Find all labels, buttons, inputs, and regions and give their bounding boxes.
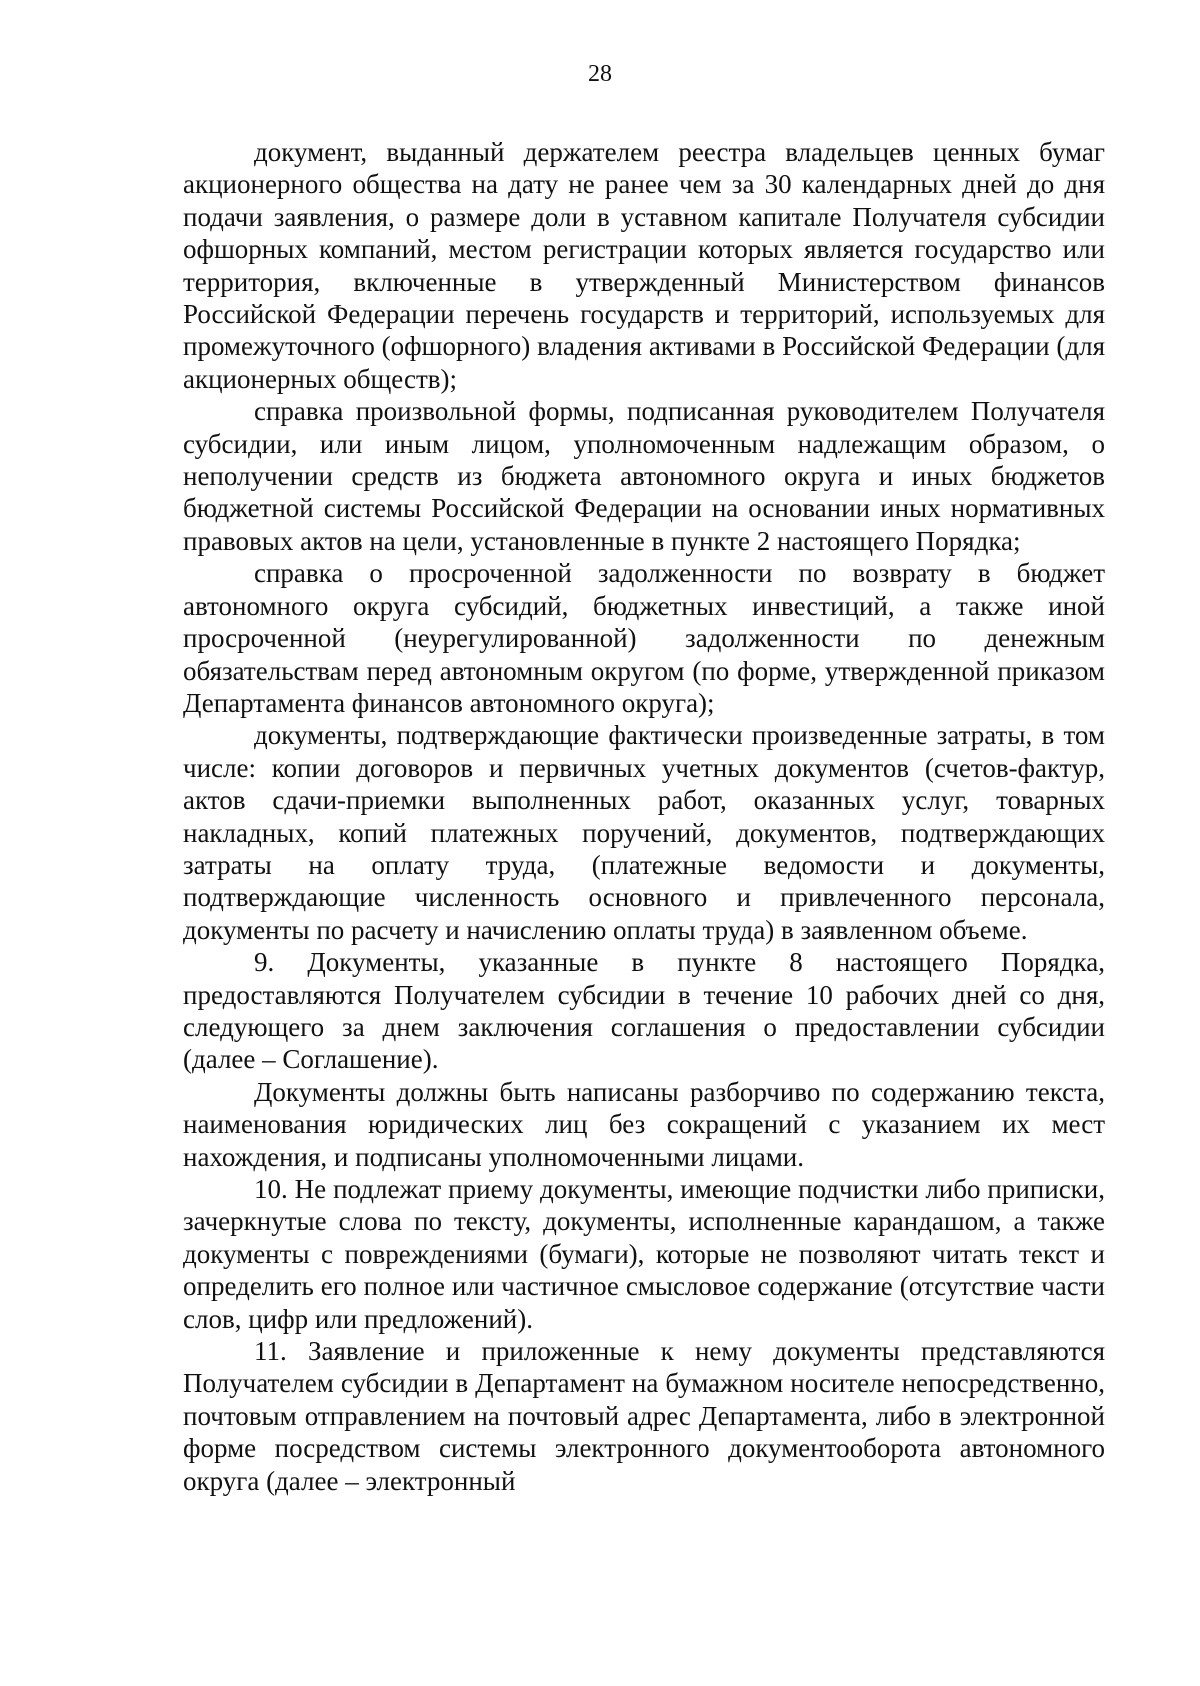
paragraph-overdue-debt-certificate: справка о просроченной задолженности по возврату в бюджет автономного округа субсидий, бюджетных инвестиций, а также иной просроченной (неурегулированной) задолженности по денежным обязательствам перед автономным округом (по форме, утвержденной приказом Департамента финансов автономного округа); <box>183 558 1105 718</box>
paragraph-shareholder-registry-document: документ, выданный держателем реестра владельцев ценных бумаг акционерного общества на дату не ранее чем за 30 календарных дней до дня подачи заявления, о размере доли в уставном капитале Получателя субсидии офшорных компаний, местом регистрации которых является государство или территория, включенные в утвержденный Министерством финансов Российской Федерации перечень государств и территорий, используемых для промежуточного (офшорного) владения активами в Российской Федерации (для акционерных обществ); <box>183 137 1105 394</box>
paragraph-item-11: 11. Заявление и приложенные к нему документы представляются Получателем субсидии в Департамент на бумажном носителе непосредственно, почтовым отправлением на почтовый адрес Департамента, либо в электронной форме посредством системы электронного документооборота автономного округа (далее – электронный <box>183 1336 1105 1496</box>
paragraph-item-10: 10. Не подлежат приему документы, имеющие подчистки либо приписки, зачеркнутые слова по тексту, документы, исполненные карандашом, а также документы с повреждениями (бумаги), которые не позволяют читать текст и определить его полное или частичное смысловое содержание (отсутствие части слов, цифр или предложений). <box>183 1174 1105 1334</box>
paragraph-legibility-requirements: Документы должны быть написаны разборчиво по содержанию текста, наименования юридических лиц без сокращений с указанием их мест нахождения, и подписаны уполномоченными лицами. <box>183 1076 1105 1172</box>
document-body <box>183 136 1105 1497</box>
paragraph-expense-documents: документы, подтверждающие фактически произведенные затраты, в том числе: копии договоров и первичных учетных документов (счетов-фактур, актов сдачи-приемки выполненных работ, оказанных услуг, товарных накладных, копий платежных поручений, документов, подтверждающих затраты на оплату труда, (платежные ведомости и документы, подтверждающие численность основного и привлеченного персонала, документы по расчету и начислению оплаты труда) в заявленном объеме. <box>183 720 1105 945</box>
paragraph-item-9: 9. Документы, указанные в пункте 8 настоящего Порядка, предоставляются Получателем субсидии в течение 10 рабочих дней со дня, следующего за днем заключения соглашения о предоставлении субсидии (далее – Соглашение). <box>183 947 1105 1075</box>
paragraph-no-other-funds-certificate: справка произвольной формы, подписанная руководителем Получателя субсидии, или иным лицом, уполномоченным надлежащим образом, о неполучении средств из бюджета автономного округа и иных бюджетов бюджетной системы Российской Федерации на основании иных нормативных правовых актов на цели, установленные в пункте 2 настоящего Порядка; <box>183 396 1105 556</box>
page-number: 28 <box>588 61 612 87</box>
